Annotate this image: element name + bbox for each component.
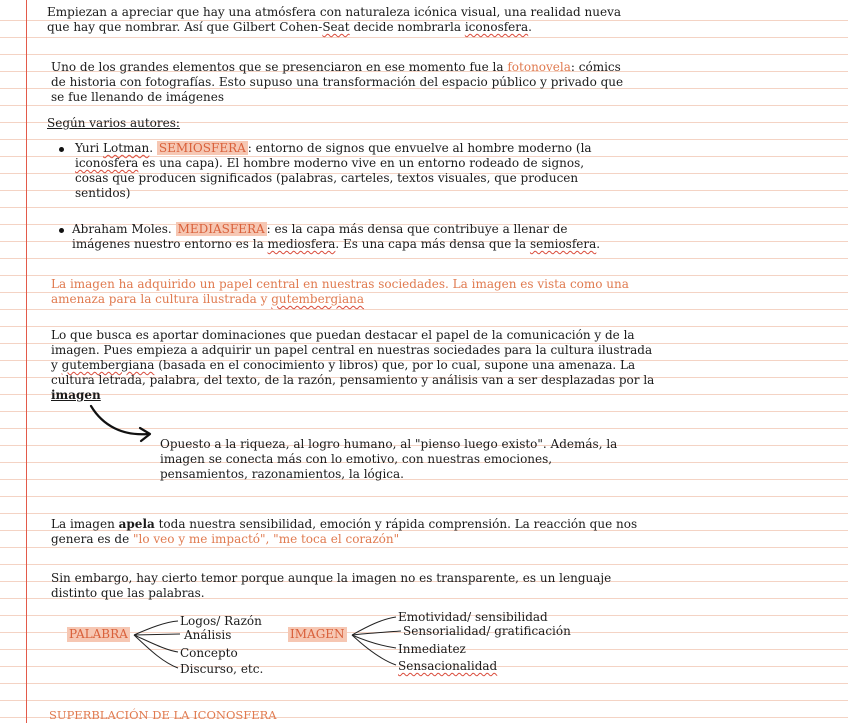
text: sentidos) [75,186,131,200]
text: amenaza para la cultura ilustrada y [51,292,272,306]
highlighted-term-mediasfera: MEDIASFERA [177,222,265,236]
bold-term: apela [118,517,155,531]
misspelled-word: gutembergiana [271,292,365,306]
diagram-imagen-item: Inmediatez [398,642,466,656]
text: . [149,141,157,155]
text: : es la capa más densa que contribuye a llenar de [266,222,568,236]
misspelled-word: iconosfera [464,20,529,34]
text: genera es de [51,532,133,546]
text: distinto que las palabras. [51,586,205,600]
misspelled-word: iconosfera [75,156,139,170]
diagram-imagen-label: IMAGEN [290,627,345,641]
text: cosas que producen significados (palabras, carteles, textos visuales, que producen [75,171,579,185]
text: La imagen ha adquirido un papel central en nuestras sociedades. La imagen es vista como una [51,277,629,291]
diagram-palabra-item: Análisis [184,628,232,642]
text: Uno de los grandes elementos que se presenciaron en ese momento fue la [51,60,508,74]
paragraph-temor-line-1 [51,571,611,586]
text: (basada en el conocimiento y libros) que, por lo cual, supone una amenaza. La [154,358,636,372]
text: Sin embargo, hay cierto temor porque aunque la imagen no es transparente, es un lenguaje [51,571,612,585]
paragraph-opuesto-line-1 [160,437,617,452]
text: imagen [51,388,101,402]
text: Lo que busca es aportar dominaciones que puedan destacar el papel de la comunicación y de la [51,328,635,342]
diagram-palabra-item: Concepto [180,646,238,660]
text: que hay que nombrar. Así que Gilbert Cohen- [47,20,323,34]
text: . Es una capa más densa que la [335,237,530,251]
quoted-phrase: "lo veo y me impactó", "me toca el corazón" [133,532,400,546]
text: y [51,358,62,372]
text: . [596,237,601,251]
text: : entorno de signos que envuelve al hombre moderno (la [247,141,592,155]
text: Yuri [75,141,103,155]
diagram-imagen-item: Emotividad/ sensibilidad [398,610,548,624]
text: imagen se conecta más con lo emotivo, con nuestras emociones, [160,452,553,466]
misspelled-word: mediosfera [267,237,336,251]
text: toda nuestra sensibilidad, emoción y rápida comprensión. La reacción que nos [154,517,638,531]
paragraph-temor-line-2 [51,586,205,601]
text: : cómics [570,60,621,74]
text: La imagen [51,517,119,531]
paragraph-opuesto-line-2 [160,452,552,467]
misspelled-word: Seat [322,20,350,34]
text: Opuesto a la riqueza, al logro humano, al "pienso luego existo". Además, la [160,437,618,451]
highlighted-term: fotonovela [507,60,571,74]
diagram-imagen-item: Sensorialidad/ gratificación [403,624,571,638]
diagram-palabra-label: PALABRA [69,627,128,641]
text: imágenes nuestro entorno es la [72,237,268,251]
diagram-imagen-item: Sensacionalidad [398,659,498,673]
imagen-branch-lines [352,617,401,665]
highlighted-term-semiosfera: SEMIOSFERA [158,141,246,155]
text: de historia con fotografías. Esto supuso una transformación del espacio público y privado que [51,75,624,89]
curved-arrow-line [91,406,148,434]
text: cultura letrada, palabra, del texto, de la razón, pensamiento y análisis van a ser desplazadas por la [51,373,655,387]
text: pensamientos, razonamientos, la lógica. [160,467,404,481]
paragraph-apela-line-1 [51,517,637,532]
diagram-palabra-item: Discurso, etc. [180,662,264,676]
palabra-branch-lines [134,621,180,668]
misspelled-word: Lotman [103,141,150,155]
misspelled-word: semiosfera [529,237,597,251]
text: decide nombrarla [349,20,465,34]
text: Empiezan a apreciar que hay una atmósfera con naturaleza icónica visual, una realidad nueva [47,5,622,19]
text: es una capa). El hombre moderno vive en un entorno rodeado de signos, [138,156,585,170]
text: imagen. Pues empieza a adquirir un papel central en nuestras sociedades para la cultura ilustrada [51,343,653,357]
paragraph-opuesto-line-3 [160,467,404,482]
diagram-palabra-item: Logos/ Razón [180,614,262,628]
authors-heading: Según varios autores: [47,116,180,130]
text: . [528,20,532,34]
paragraph-apela-line-2 [51,532,399,547]
misspelled-word: gutembergiana [61,358,155,372]
text: Abraham Moles. [72,222,176,236]
text: se fue llenando de imágenes [51,90,225,104]
section-heading-superblacion: SUPERBLACIÓN DE LA ICONOSFERA [49,708,277,722]
